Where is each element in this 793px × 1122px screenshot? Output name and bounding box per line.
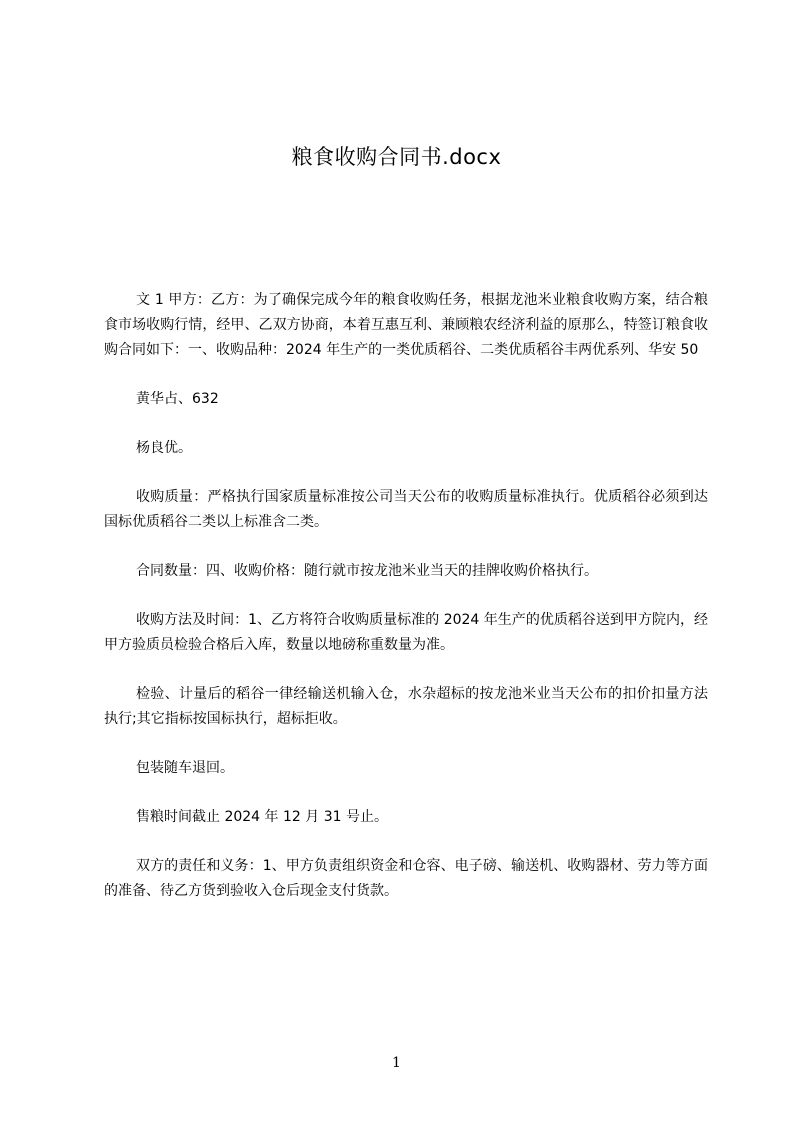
paragraph-inspection: 检验、计量后的稻谷一律经输送机输入仓，水杂超标的按龙池米业当天公布的扣价扣量方法执行;其它指标按国标执行，超标拒收。 [104, 686, 708, 727]
paragraph-intro: 文 1 甲方：乙方：为了确保完成今年的粮食收购任务，根据龙池米业粮食收购方案，结合粮食市场收购行情，经甲、乙双方协商，本着互惠互利、兼顾粮农经济利益的原那么，特签订粮食收购合同如下：一、收购品种：2024 年生产的一类优质稻谷、二类优质稻谷丰两优系列、华安 50 [104, 292, 708, 358]
paragraph-quantity-price: 合同数量：四、收购价格：随行就市按龙池米业当天的挂牌收购价格执行。 [136, 563, 598, 579]
page-number: 1 [392, 1055, 401, 1071]
document-title: 粮食收购合同书.docx [291, 145, 502, 169]
paragraph-packaging: 包装随车退回。 [136, 760, 234, 776]
paragraph-deadline: 售粮时间截止 2024 年 12 月 31 号止。 [136, 809, 388, 825]
paragraph-quality: 收购质量：严格执行国家质量标准按公司当天公布的收购质量标准执行。优质稻谷必须到达国标优质稻谷二类以上标准含二类。 [104, 489, 708, 530]
paragraph-variety-1: 黄华占、632 [136, 391, 219, 407]
document-body [104, 288, 708, 928]
paragraph-variety-2: 杨良优。 [136, 440, 192, 456]
paragraph-method-time: 收购方法及时间：1、乙方将符合收购质量标准的 2024 年生产的优质稻谷送到甲方院内，经甲方验质员检验合格后入库，数量以地磅称重数量为准。 [104, 612, 708, 653]
paragraph-responsibilities: 双方的责任和义务：1、甲方负责组织资金和仓容、电子磅、输送机、收购器材、劳力等方面的准备、待乙方货到验收入仓后现金支付货款。 [104, 858, 708, 899]
